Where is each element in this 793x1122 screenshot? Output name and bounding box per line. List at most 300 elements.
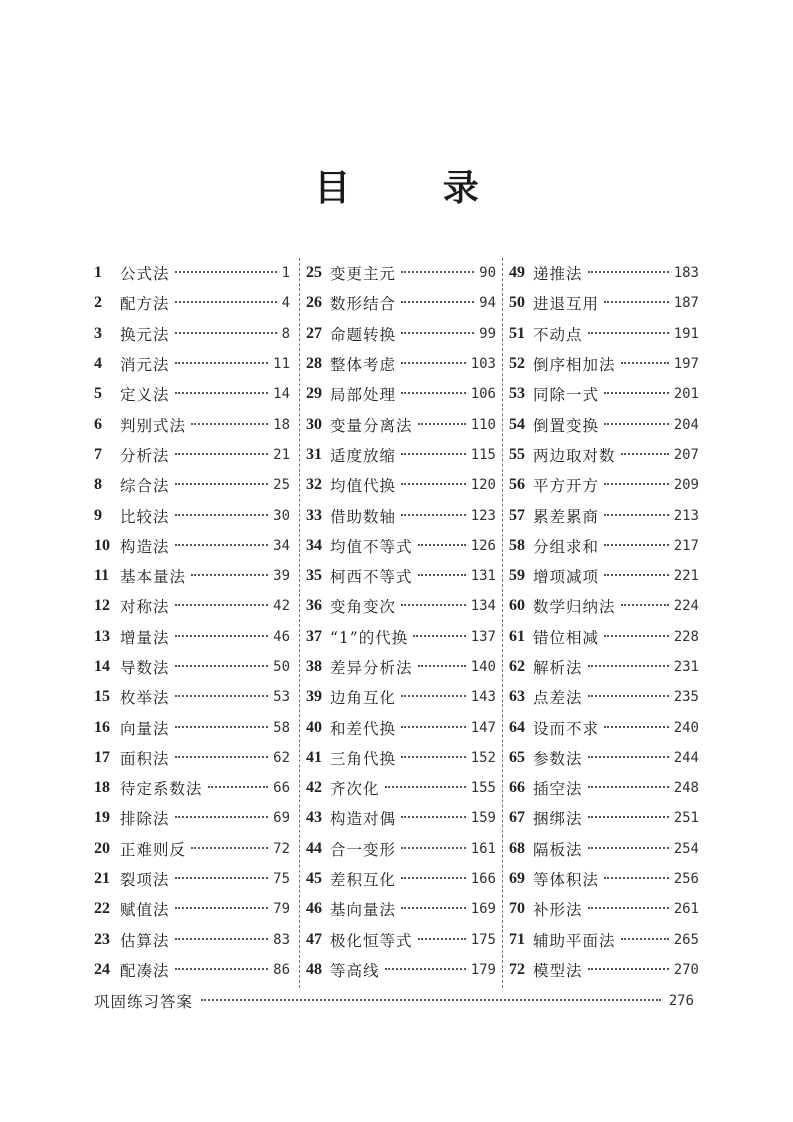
toc-entry[interactable]: [94, 561, 290, 591]
toc-entry-name: 基向量法: [330, 901, 397, 920]
toc-entry-name: 平方开方: [533, 477, 600, 496]
toc-entry-number: 24: [94, 960, 110, 978]
toc-entry-name: 变更主元: [330, 265, 397, 284]
toc-entry[interactable]: [94, 743, 290, 773]
toc-entry[interactable]: [509, 500, 699, 530]
toc-entry-number: 8: [94, 476, 102, 494]
toc-entry-name: 解析法: [533, 659, 583, 677]
dot-leader: [604, 635, 669, 637]
toc-entry-name: 同除一式: [533, 386, 600, 405]
toc-entry[interactable]: [306, 925, 496, 955]
toc-entry-number: 22: [94, 900, 110, 918]
toc-entry-name: 两边取对数: [533, 446, 616, 465]
toc-entry-number: 44: [306, 839, 322, 857]
toc-entry[interactable]: [509, 591, 699, 621]
dot-leader: [401, 453, 466, 455]
toc-entry-name: 排除法: [120, 810, 170, 829]
toc-entry-name: 倒序相加法: [533, 356, 616, 375]
toc-entry-name: 差异分析法: [330, 659, 413, 677]
toc-entry-number: 51: [509, 324, 525, 342]
toc-entry-number: 25: [306, 264, 322, 282]
dot-leader: [588, 907, 669, 909]
toc-entry-page: 201: [673, 386, 699, 403]
dot-leader: [175, 483, 269, 485]
toc-entry[interactable]: [509, 258, 699, 288]
toc-entry-number: 13: [94, 627, 110, 645]
toc-entry[interactable]: [94, 955, 290, 985]
dot-leader: [175, 453, 269, 455]
toc-entry-page: 110: [470, 416, 496, 433]
toc-entry-name: 消元法: [120, 356, 170, 375]
toc-entry[interactable]: [94, 258, 290, 288]
dot-leader: [401, 301, 474, 303]
dot-leader: [604, 544, 669, 546]
toc-entry[interactable]: [306, 470, 496, 500]
toc-entry-name: 比较法: [120, 507, 170, 526]
dot-leader: [418, 938, 466, 940]
dot-leader: [588, 695, 669, 697]
toc-entry[interactable]: [509, 803, 699, 833]
toc-entry-name: 差积互化: [330, 871, 397, 890]
toc-entry[interactable]: [509, 379, 699, 409]
toc-entry[interactable]: [306, 409, 496, 439]
toc-entry[interactable]: [509, 561, 699, 591]
toc-entry-number: 54: [509, 415, 525, 433]
toc-entry[interactable]: [94, 470, 290, 500]
toc-entry[interactable]: [94, 712, 290, 742]
toc-entry-page: 103: [470, 356, 496, 373]
dot-leader: [385, 786, 466, 788]
toc-entry-name: 面积法: [120, 749, 170, 768]
toc-entry-number: 33: [306, 506, 322, 524]
toc-entry-page: 254: [673, 840, 699, 857]
toc-entry-page: 235: [673, 689, 699, 706]
toc-entry[interactable]: [306, 834, 496, 864]
toc-entry-name: 命题转换: [330, 325, 397, 344]
toc-entry-page: 134: [470, 598, 496, 615]
toc-entry-page: 94: [479, 295, 496, 312]
toc-entry-name: 递推法: [533, 265, 583, 284]
toc-entry-page: 25: [273, 477, 290, 494]
toc-entry[interactable]: [306, 773, 496, 803]
toc-entry-name: 整体考虑: [330, 356, 397, 375]
dot-leader: [401, 271, 474, 273]
toc-entry-page: 137: [470, 628, 496, 645]
toc-entry-number: 56: [509, 476, 525, 494]
toc-entry-page: 126: [470, 537, 496, 554]
dot-leader: [401, 392, 466, 394]
toc-entry-name: 点差法: [533, 689, 583, 708]
toc-entry-name: 基本量法: [120, 568, 187, 587]
toc-entry-number: 16: [94, 718, 110, 736]
toc-entry-page: 131: [470, 568, 496, 585]
toc-entry-page: 155: [470, 780, 496, 797]
toc-entry[interactable]: [306, 531, 496, 561]
toc-entry[interactable]: [306, 561, 496, 591]
toc-entry[interactable]: [509, 925, 699, 955]
dot-leader: [191, 847, 268, 849]
toc-entry-name: 等体积法: [533, 871, 600, 890]
toc-entry-page: 123: [470, 507, 496, 524]
dot-leader: [413, 635, 465, 637]
dot-leader: [621, 362, 669, 364]
toc-entry[interactable]: [509, 531, 699, 561]
toc-entry-name: 分组求和: [533, 537, 600, 556]
toc-entry[interactable]: [509, 319, 699, 349]
toc-entry[interactable]: [306, 894, 496, 924]
toc-entry-page: 231: [673, 659, 699, 675]
dot-leader: [175, 877, 269, 879]
toc-entry-number: 18: [94, 779, 110, 797]
toc-entry[interactable]: [306, 258, 496, 288]
dot-leader: [201, 999, 661, 1001]
toc-entry[interactable]: [306, 652, 496, 682]
dot-leader: [385, 968, 466, 970]
dot-leader: [175, 695, 269, 697]
toc-entry[interactable]: [94, 925, 290, 955]
dot-leader: [208, 786, 269, 788]
toc-entry-number: 4: [94, 355, 102, 373]
dot-leader: [175, 665, 269, 667]
toc-entry-page: 50: [273, 659, 290, 675]
toc-entry[interactable]: [306, 712, 496, 742]
toc-entry[interactable]: [306, 803, 496, 833]
toc-entry-name: 补形法: [533, 901, 583, 920]
toc-entry-name: “1”的代换: [330, 628, 409, 647]
toc-entry-page: 58: [273, 719, 290, 736]
dot-leader: [175, 544, 269, 546]
toc-entry-number: 46: [306, 900, 322, 918]
toc-entry-name: 裂项法: [120, 871, 170, 890]
dot-leader: [175, 362, 269, 364]
toc-entry-name: 设而不求: [533, 719, 600, 738]
toc-entry-name: 判别式法: [120, 416, 187, 435]
dot-leader: [401, 604, 466, 606]
dot-leader: [175, 604, 269, 606]
toc-entry-page: 251: [673, 810, 699, 827]
dot-leader: [175, 756, 269, 758]
toc-entry[interactable]: [509, 349, 699, 379]
toc-entry-number: 71: [509, 930, 525, 948]
table-of-contents: [94, 258, 699, 988]
toc-entry[interactable]: [509, 955, 699, 985]
toc-entry[interactable]: [94, 682, 290, 712]
toc-entry-name: 进退互用: [533, 295, 600, 314]
dot-leader: [604, 301, 669, 303]
dot-leader: [175, 332, 277, 334]
toc-entry[interactable]: [94, 652, 290, 682]
dot-leader: [621, 604, 669, 606]
dot-leader: [401, 362, 466, 364]
toc-entry-number: 3: [94, 324, 102, 342]
toc-entry-number: 59: [509, 567, 525, 585]
dot-leader: [588, 847, 669, 849]
toc-entry-number: 68: [509, 839, 525, 857]
toc-entry-page: 120: [470, 477, 496, 494]
toc-entry-number: 10: [94, 536, 110, 554]
toc-entry-number: 53: [509, 385, 525, 403]
toc-entry[interactable]: [509, 440, 699, 470]
toc-entry-page: 62: [273, 749, 290, 766]
toc-entry[interactable]: [94, 894, 290, 924]
toc-entry-page: 217: [673, 537, 699, 554]
toc-entry-page: 209: [673, 477, 699, 494]
dot-leader: [401, 514, 466, 516]
toc-entry-page: 166: [470, 871, 496, 888]
toc-entry-page: 169: [470, 901, 496, 918]
toc-entry-name: 综合法: [120, 477, 170, 496]
toc-entry-name: 定义法: [120, 386, 170, 405]
toc-entry-number: 34: [306, 536, 322, 554]
toc-entry-number: 58: [509, 536, 525, 554]
dot-leader: [588, 332, 669, 334]
toc-entry-name: 向量法: [120, 719, 170, 738]
toc-entry-page: 147: [470, 719, 496, 736]
toc-entry[interactable]: [94, 773, 290, 803]
toc-entry-page: 187: [673, 295, 699, 312]
toc-entry-page: 224: [673, 598, 699, 615]
dot-leader: [401, 756, 466, 758]
dot-leader: [604, 574, 669, 576]
toc-entry-number: 45: [306, 870, 322, 888]
toc-entry-name: 累差累商: [533, 507, 600, 526]
toc-entry-number: 38: [306, 658, 322, 675]
toc-entry[interactable]: [509, 652, 699, 682]
toc-entry-name: 数学归纳法: [533, 598, 616, 617]
toc-entry-page: 99: [479, 325, 496, 342]
toc-entry-page: 8: [281, 325, 290, 342]
toc-entry-page: 69: [273, 810, 290, 827]
toc-entry-name: 赋值法: [120, 901, 170, 920]
toc-entry-answers[interactable]: [94, 988, 694, 1014]
toc-entry[interactable]: [306, 319, 496, 349]
dot-leader: [175, 635, 269, 637]
toc-entry[interactable]: [509, 622, 699, 652]
toc-entry-page: 53: [273, 689, 290, 706]
toc-entry[interactable]: [94, 864, 290, 894]
toc-entry[interactable]: [306, 500, 496, 530]
toc-entry-number: 29: [306, 385, 322, 403]
dot-leader: [418, 665, 466, 667]
toc-entry-name: 极化恒等式: [330, 931, 413, 950]
toc-entry[interactable]: [509, 743, 699, 773]
toc-entry-number: 14: [94, 658, 110, 675]
dot-leader: [175, 907, 269, 909]
toc-entry-name: 隔板法: [533, 840, 583, 859]
dot-leader: [175, 271, 277, 273]
toc-entry[interactable]: [94, 349, 290, 379]
dot-leader: [175, 968, 269, 970]
toc-entry-page: 221: [673, 568, 699, 585]
toc-entry-name: 捆绑法: [533, 810, 583, 829]
toc-entry-name: 对称法: [120, 598, 170, 617]
toc-entry-name: 公式法: [120, 265, 170, 284]
toc-entry[interactable]: [94, 500, 290, 530]
toc-entry-page: 18: [273, 416, 290, 433]
dot-leader: [588, 271, 669, 273]
toc-entry-page: 248: [673, 780, 699, 797]
dot-leader: [588, 665, 669, 667]
dot-leader: [418, 574, 466, 576]
toc-entry-number: 9: [94, 506, 102, 524]
toc-entry[interactable]: [306, 864, 496, 894]
toc-entry[interactable]: [509, 288, 699, 318]
dot-leader: [621, 938, 669, 940]
dot-leader: [175, 816, 269, 818]
toc-entry-number: 19: [94, 809, 110, 827]
toc-entry[interactable]: [509, 894, 699, 924]
toc-entry[interactable]: [509, 834, 699, 864]
toc-entry-page: 240: [673, 719, 699, 736]
toc-entry-number: 40: [306, 718, 322, 736]
toc-entry[interactable]: [94, 319, 290, 349]
toc-entry-page: 86: [273, 961, 290, 978]
toc-entry[interactable]: [306, 743, 496, 773]
dot-leader: [191, 574, 268, 576]
toc-entry-number: 63: [509, 688, 525, 706]
toc-entry-number: 36: [306, 597, 322, 615]
toc-entry-page: 1: [281, 265, 290, 282]
toc-entry-name: 均值代换: [330, 477, 397, 496]
toc-entry[interactable]: [94, 803, 290, 833]
toc-entry-name: 均值不等式: [330, 537, 413, 556]
toc-entry-number: 62: [509, 658, 525, 675]
toc-entry-number: 35: [306, 567, 322, 585]
toc-entry[interactable]: [94, 622, 290, 652]
toc-entry[interactable]: [509, 682, 699, 712]
toc-entry-number: 20: [94, 839, 110, 857]
dot-leader: [604, 392, 669, 394]
toc-entry-number: 17: [94, 748, 110, 766]
toc-entry-name: 导数法: [120, 659, 170, 677]
toc-entry[interactable]: [306, 955, 496, 985]
toc-entry-page: 11: [273, 356, 290, 373]
dot-leader: [175, 938, 269, 940]
toc-column-1: [94, 258, 290, 988]
toc-entry[interactable]: [94, 379, 290, 409]
toc-entry-number: 66: [509, 779, 525, 797]
toc-entry[interactable]: [509, 864, 699, 894]
dot-leader: [401, 816, 466, 818]
toc-entry[interactable]: [306, 379, 496, 409]
toc-entry-page: 183: [673, 265, 699, 282]
toc-entry-number: 28: [306, 355, 322, 373]
toc-entry-page: 207: [673, 446, 699, 463]
toc-entry-page: 152: [470, 749, 496, 766]
toc-entry-number: 2: [94, 294, 102, 312]
toc-entry[interactable]: [306, 682, 496, 712]
toc-entry-page: 79: [273, 901, 290, 918]
dot-leader: [604, 877, 669, 879]
toc-entry-name: 巩固练习答案: [94, 993, 194, 1011]
dot-leader: [175, 392, 269, 394]
toc-entry-name: 构造对偶: [330, 810, 397, 829]
toc-entry[interactable]: [306, 349, 496, 379]
toc-entry-name: 增项减项: [533, 568, 600, 587]
toc-entry-number: 50: [509, 294, 525, 312]
toc-entry[interactable]: [94, 591, 290, 621]
toc-entry-name: 变量分离法: [330, 416, 413, 435]
dot-leader: [175, 301, 277, 303]
toc-entry-number: 61: [509, 627, 525, 645]
toc-entry-name: 辅助平面法: [533, 931, 616, 950]
toc-entry-page: 191: [673, 325, 699, 342]
toc-entry[interactable]: [94, 409, 290, 439]
toc-entry[interactable]: [94, 288, 290, 318]
toc-entry-name: 参数法: [533, 749, 583, 768]
dot-leader: [418, 544, 466, 546]
toc-entry[interactable]: [306, 622, 496, 652]
toc-entry-page: 46: [273, 628, 290, 645]
toc-entry-number: 21: [94, 870, 110, 888]
toc-entry[interactable]: [94, 834, 290, 864]
dot-leader: [588, 756, 669, 758]
toc-entry[interactable]: [306, 288, 496, 318]
toc-entry-name: 适度放缩: [330, 446, 397, 465]
toc-entry-number: 47: [306, 930, 322, 948]
toc-entry-number: 65: [509, 748, 525, 766]
toc-entry[interactable]: [509, 712, 699, 742]
toc-entry-name: 和差代换: [330, 719, 397, 738]
toc-entry-page: 106: [470, 386, 496, 403]
toc-entry-page: 213: [673, 507, 699, 524]
toc-entry-number: 57: [509, 506, 525, 524]
dot-leader: [418, 423, 466, 425]
toc-entry-page: 270: [673, 961, 699, 978]
dot-leader: [175, 726, 269, 728]
toc-entry-name: 不动点: [533, 325, 583, 344]
toc-entry-name: 合一变形: [330, 840, 397, 859]
toc-entry-page: 4: [281, 295, 290, 312]
toc-entry-number: 5: [94, 385, 102, 403]
dot-leader: [401, 483, 466, 485]
toc-entry-page: 204: [673, 416, 699, 433]
toc-entry[interactable]: [509, 470, 699, 500]
toc-entry[interactable]: [94, 531, 290, 561]
toc-entry-page: 175: [470, 931, 496, 948]
toc-entry[interactable]: [509, 409, 699, 439]
toc-entry-page: 140: [470, 659, 496, 675]
dot-leader: [401, 847, 466, 849]
toc-entry[interactable]: [306, 591, 496, 621]
toc-entry[interactable]: [94, 440, 290, 470]
toc-entry-name: 边角互化: [330, 689, 397, 708]
toc-entry-page: 244: [673, 749, 699, 766]
toc-entry-name: 借助数轴: [330, 507, 397, 526]
toc-entry-name: 配凑法: [120, 961, 170, 980]
toc-entry-number: 11: [94, 567, 110, 585]
toc-entry[interactable]: [306, 440, 496, 470]
toc-entry-number: 37: [306, 627, 322, 645]
toc-entry-number: 48: [306, 960, 322, 978]
toc-entry-number: 1: [94, 264, 102, 282]
toc-entry-name: 配方法: [120, 295, 170, 314]
toc-entry-page: 21: [273, 446, 290, 463]
toc-entry-number: 41: [306, 748, 322, 766]
toc-entry-name: 错位相减: [533, 628, 600, 647]
toc-entry-number: 7: [94, 445, 102, 463]
toc-entry[interactable]: [509, 773, 699, 803]
toc-entry-page: 265: [673, 931, 699, 948]
toc-entry-number: 64: [509, 718, 525, 736]
toc-entry-name: 待定系数法: [120, 780, 203, 799]
dot-leader: [401, 726, 466, 728]
toc-entry-number: 32: [306, 476, 322, 494]
toc-entry-page: 14: [273, 386, 290, 403]
dot-leader: [604, 483, 669, 485]
toc-entry-number: 67: [509, 809, 525, 827]
toc-entry-number: 43: [306, 809, 322, 827]
